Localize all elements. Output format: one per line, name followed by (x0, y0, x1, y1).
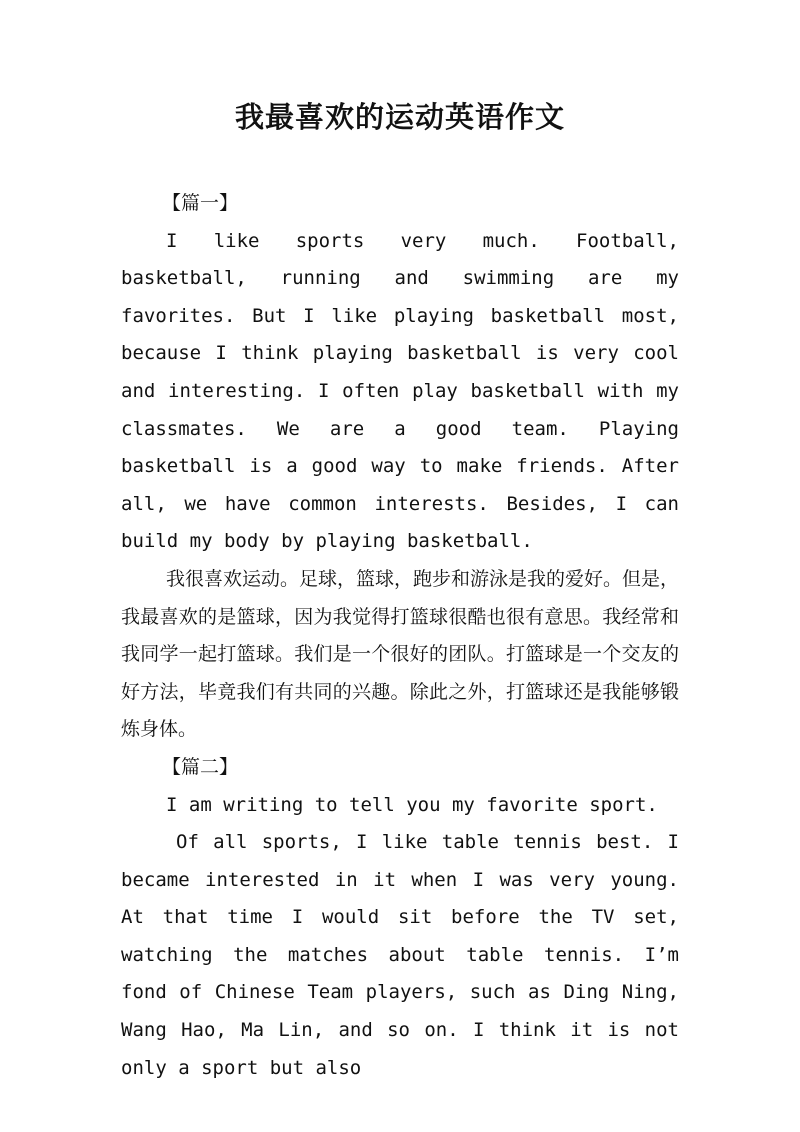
section-1-heading: 【篇一】 (162, 192, 239, 214)
section-1-english-paragraph: I like sports very much. Football, basketball, running and swimming are my favorites. But I like playing basketball most, because I think playing basketball is very cool and interesting. I often play basketball with my classmates. We are a good team. Playing basketball is a good way to make friends. After all, we have common interests. Besides, I can build my body by playing basketball. (121, 229, 679, 553)
document-body (121, 185, 679, 1087)
section-2-english-paragraph: Of all sports, I like table tennis best. I became interested in it when I was very young. At that time I would sit before the TV set, watching the matches about table tennis. I’m fond of Chinese Team players, such as Ding Ning, Wang Hao, Ma Lin, and so on. I think it is not only a sport but also (121, 831, 679, 1079)
document-title: 我最喜欢的运动英语作文 (234, 100, 565, 134)
section-2-heading: 【篇二】 (162, 755, 239, 778)
section-2-intro-paragraph: I am writing to tell you my favorite sport. (166, 793, 658, 816)
section-1-chinese-paragraph: 我很喜欢运动。足球，篮球，跑步和游泳是我的爱好。但是，我最喜欢的是篮球，因为我觉得打篮球很酷也很有意思。我经常和我同学一起打篮球。我们是一个很好的团队。打篮球是一个交友的好方法，毕竟我们有共同的兴趣。除此之外，打篮球还是我能够锻炼身体。 (121, 567, 680, 741)
